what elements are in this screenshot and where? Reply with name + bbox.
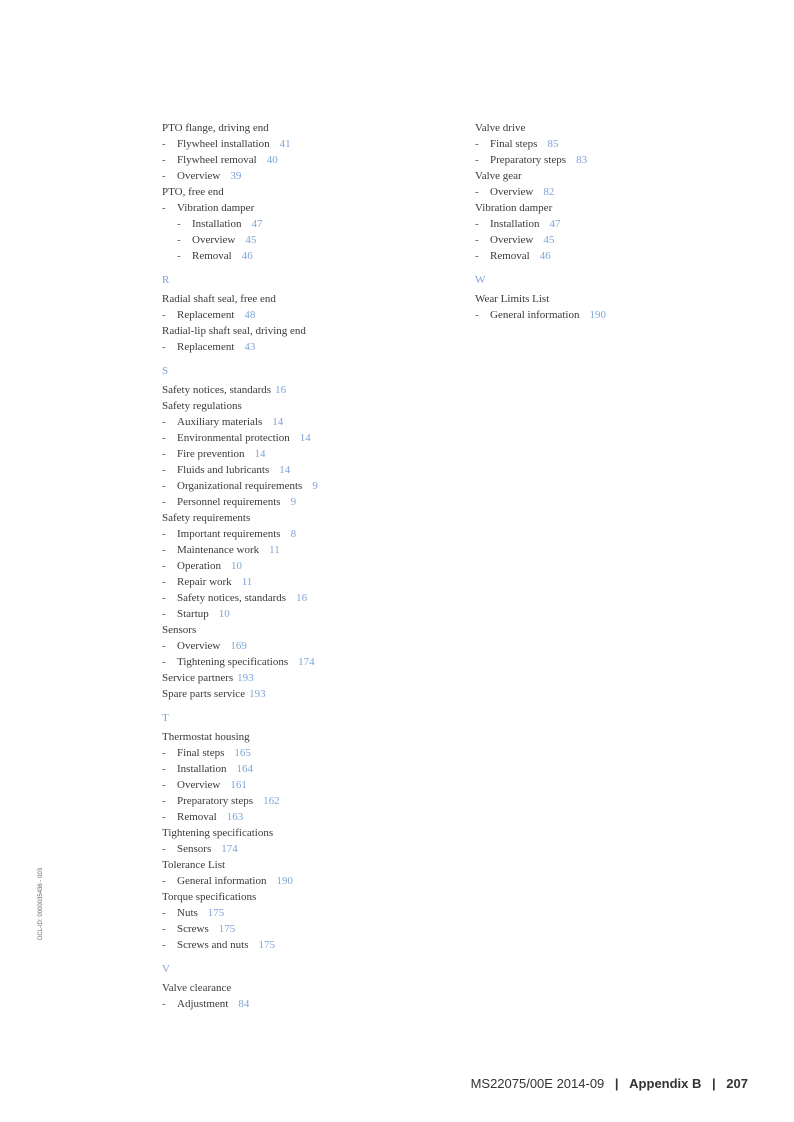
index-entry [475, 120, 735, 136]
index-entry [162, 152, 462, 168]
entry-page-link[interactable]: 14 [279, 464, 291, 476]
entry-text: Preparatory steps [490, 154, 567, 166]
entry-text: Overview [177, 170, 221, 182]
entry-page-link[interactable]: 190 [276, 875, 293, 887]
entry-dash: - [162, 560, 166, 572]
entry-text: Personnel requirements [177, 496, 281, 508]
entry-page-link[interactable]: 164 [236, 763, 253, 775]
index-entry [162, 446, 462, 462]
index-group [162, 961, 462, 1012]
index-group [162, 363, 462, 702]
entry-text: Spare parts service [162, 688, 246, 700]
index-entry [162, 686, 462, 702]
entry-text: Replacement [177, 309, 235, 321]
index-entry [475, 168, 735, 184]
entry-page-link[interactable]: 175 [207, 907, 225, 919]
index-entry [162, 980, 462, 996]
entry-dash: - [162, 448, 166, 460]
entry-text: Fire prevention [177, 448, 245, 460]
entry-text: Vibration damper [177, 202, 255, 214]
entry-dash: - [162, 544, 166, 556]
entry-dash: - [162, 432, 166, 444]
index-entry [162, 382, 462, 398]
entry-page-link[interactable]: 10 [218, 608, 230, 620]
index-entry [162, 184, 462, 200]
entry-dash: - [475, 309, 479, 321]
index-entry [162, 857, 462, 873]
footer-separator: | [712, 1076, 716, 1091]
entry-text: Overview [177, 640, 221, 652]
entry-text: Environmental protection [177, 432, 290, 444]
entry-page-link[interactable]: 9 [290, 496, 297, 508]
index-entry [162, 809, 462, 825]
entry-dash: - [162, 795, 166, 807]
entry-text: Safety notices, standards [177, 592, 287, 604]
index-entry [162, 478, 462, 494]
entry-dash: - [162, 416, 166, 428]
entry-dash: - [475, 250, 479, 262]
index-group [162, 272, 462, 355]
entry-dash: - [162, 747, 166, 759]
index-entry [162, 729, 462, 745]
index-entry [162, 606, 462, 622]
entry-dash: - [162, 998, 166, 1010]
index-column-left [162, 120, 462, 1012]
index-letter-heading: T [162, 712, 169, 724]
entry-dash: - [162, 907, 166, 919]
index-entry [475, 152, 735, 168]
entry-dash: - [177, 250, 181, 262]
entry-text: Tightening specifications [177, 656, 289, 668]
index-letter-heading: R [162, 274, 170, 286]
entry-text: Fluids and lubricants [177, 464, 270, 476]
entry-page-link[interactable]: 41 [279, 138, 291, 150]
index-entry [162, 232, 462, 248]
entry-text: Installation [490, 218, 540, 230]
index-entry [475, 232, 735, 248]
index-entry [162, 526, 462, 542]
index-entry [475, 216, 735, 232]
entry-text: Removal [177, 811, 217, 823]
entry-text: PTO, free end [162, 186, 224, 198]
footer-separator: | [614, 1076, 619, 1091]
entry-dash: - [162, 608, 166, 620]
entry-dash: - [162, 170, 166, 182]
index-entry [162, 120, 462, 136]
entry-text: Screws [177, 923, 209, 935]
index-entry [162, 745, 462, 761]
entry-text: Tightening specifications [162, 827, 274, 839]
entry-text: Overview [490, 234, 534, 246]
index-group [162, 120, 462, 264]
index-entry [475, 136, 735, 152]
entry-page-link[interactable]: 14 [272, 416, 284, 428]
entry-dash: - [162, 202, 166, 214]
entry-text: Overview [177, 779, 221, 791]
entry-text: Radial shaft seal, free end [162, 293, 276, 305]
entry-text: Removal [490, 250, 530, 262]
entry-text: Overview [490, 186, 534, 198]
entry-page-link[interactable]: 175 [218, 923, 236, 935]
entry-dash: - [162, 811, 166, 823]
entry-dash: - [475, 186, 479, 198]
entry-text: Replacement [177, 341, 235, 353]
entry-page-link[interactable]: 8 [290, 528, 297, 540]
entry-dash: - [162, 875, 166, 887]
page-footer [471, 1076, 748, 1091]
entry-dash: - [162, 779, 166, 791]
index-entry [162, 542, 462, 558]
index-entry [162, 398, 462, 414]
entry-dash: - [162, 154, 166, 166]
index-entry [475, 307, 735, 323]
entry-text: Installation [177, 763, 227, 775]
entry-dash: - [162, 640, 166, 652]
entry-text: Tolerance List [162, 859, 226, 871]
index-entry [162, 590, 462, 606]
entry-text: Flywheel installation [177, 138, 270, 150]
entry-page-link[interactable]: 83 [576, 154, 588, 166]
entry-dash: - [162, 496, 166, 508]
index-entry [162, 761, 462, 777]
entry-page-link[interactable]: 39 [230, 170, 242, 182]
index-letter-heading: V [162, 963, 170, 975]
entry-dash: - [162, 341, 166, 353]
index-group [162, 710, 462, 953]
entry-page-link[interactable]: 14 [254, 448, 266, 460]
entry-page-link[interactable]: 43 [244, 341, 256, 353]
index-entry [162, 291, 462, 307]
entry-dash: - [162, 939, 166, 951]
entry-text: Auxiliary materials [177, 416, 263, 428]
entry-text: Nuts [177, 907, 198, 919]
index-entry [162, 216, 462, 232]
entry-page-link[interactable]: 85 [547, 138, 559, 150]
entry-text: Maintenance work [177, 544, 260, 556]
footer-section: Appendix B [629, 1076, 702, 1091]
entry-page-link[interactable]: 169 [230, 640, 247, 652]
index-entry [162, 510, 462, 526]
index-entry [475, 291, 735, 307]
entry-text: Sensors [177, 843, 212, 855]
entry-text: Thermostat housing [162, 731, 250, 743]
index-letter-heading: S [162, 365, 169, 377]
entry-page-link[interactable]: 165 [234, 747, 251, 759]
entry-text: General information [490, 309, 580, 321]
index-entry [162, 414, 462, 430]
index-entry [162, 873, 462, 889]
entry-text: Installation [192, 218, 242, 230]
entry-page-link[interactable]: 45 [245, 234, 257, 246]
entry-text: Screws and nuts [177, 939, 249, 951]
entry-page-link[interactable]: 175 [258, 939, 275, 951]
entry-page-link[interactable]: 40 [266, 154, 278, 166]
index-entry [162, 996, 462, 1012]
entry-dash: - [475, 138, 479, 150]
entry-text: Removal [192, 250, 232, 262]
entry-dash: - [162, 528, 166, 540]
entry-page-link[interactable]: 47 [251, 218, 263, 230]
entry-page-link[interactable]: 162 [263, 795, 280, 807]
entry-text: Valve clearance [162, 982, 232, 994]
entry-text: Startup [177, 608, 209, 620]
entry-page-link[interactable]: 47 [549, 218, 561, 230]
entry-dash: - [475, 154, 479, 166]
entry-dash: - [177, 234, 181, 246]
index-entry [475, 184, 735, 200]
entry-text: PTO flange, driving end [162, 122, 269, 134]
footer-page-number: 207 [726, 1076, 748, 1091]
index-entry [162, 462, 462, 478]
index-entry [162, 905, 462, 921]
entry-text: Organizational requirements [177, 480, 303, 492]
index-entry [162, 307, 462, 323]
entry-text: Service partners [162, 672, 234, 684]
index-entry [162, 777, 462, 793]
entry-text: Final steps [177, 747, 225, 759]
entry-text: Repair work [177, 576, 232, 588]
entry-text: Flywheel removal [177, 154, 257, 166]
entry-dash: - [162, 576, 166, 588]
entry-page-link[interactable]: 45 [543, 234, 555, 246]
index-entry [162, 200, 462, 216]
entry-dash: - [162, 138, 166, 150]
index-entry [162, 168, 462, 184]
entry-text: Operation [177, 560, 221, 572]
index-entry [162, 574, 462, 590]
entry-page-link[interactable]: 161 [230, 779, 247, 791]
entry-text: Sensors [162, 624, 197, 636]
entry-page-link[interactable]: 82 [543, 186, 555, 198]
entry-text: Overview [192, 234, 236, 246]
entry-text: Torque specifications [162, 891, 257, 903]
index-entry [475, 248, 735, 264]
index-entry [162, 841, 462, 857]
entry-dash: - [162, 763, 166, 775]
index-group [475, 120, 735, 264]
index-entry [162, 622, 462, 638]
entry-page-link[interactable]: 16 [275, 384, 287, 396]
footer-doc-number: MS22075/00E 2014-09 [470, 1076, 605, 1091]
index-entry [162, 670, 462, 686]
entry-text: Important requirements [177, 528, 281, 540]
index-entry [162, 937, 462, 953]
entry-page-link[interactable]: 10 [230, 560, 242, 572]
entry-dash: - [162, 309, 166, 321]
entry-page-link[interactable]: 46 [241, 250, 253, 262]
index-entry [162, 248, 462, 264]
entry-text: Vibration damper [475, 202, 553, 214]
entry-text: Radial-lip shaft seal, driving end [162, 325, 306, 337]
entry-page-link[interactable]: 46 [539, 250, 551, 262]
entry-page-link[interactable]: 16 [296, 592, 308, 604]
entry-page-link[interactable]: 11 [241, 576, 253, 588]
index-entry [162, 638, 462, 654]
index-entry [162, 825, 462, 841]
entry-page-link[interactable]: 84 [238, 998, 250, 1010]
index-entry [162, 921, 462, 937]
entry-dash: - [162, 464, 166, 476]
entry-page-link[interactable]: 163 [226, 811, 244, 823]
entry-page-link[interactable]: 193 [237, 672, 254, 684]
entry-text: Final steps [490, 138, 538, 150]
entry-dash: - [162, 923, 166, 935]
index-letter-heading: W [475, 274, 486, 286]
entry-text: Valve drive [475, 122, 526, 134]
entry-page-link[interactable]: 14 [299, 432, 311, 444]
index-entry [162, 793, 462, 809]
entry-text: Valve gear [475, 170, 522, 182]
entry-text: Adjustment [177, 998, 229, 1010]
entry-page-link[interactable]: 190 [589, 309, 606, 321]
entry-dash: - [177, 218, 181, 230]
entry-page-link[interactable]: 174 [298, 656, 315, 668]
index-entry [162, 339, 462, 355]
entry-text: Safety notices, standards [162, 384, 272, 396]
index-entry [162, 430, 462, 446]
index-group [475, 272, 735, 323]
entry-dash: - [162, 656, 166, 668]
index-entry [162, 323, 462, 339]
entry-page-link[interactable]: 11 [269, 544, 280, 556]
index-entry [162, 889, 462, 905]
entry-text: Preparatory steps [177, 795, 254, 807]
entry-text: Safety regulations [162, 400, 242, 412]
entry-text: Wear Limits List [475, 293, 550, 305]
entry-text: Safety requirements [162, 512, 251, 524]
entry-dash: - [162, 592, 166, 604]
index-entry [162, 136, 462, 152]
index-entry [475, 200, 735, 216]
entry-page-link[interactable]: 48 [244, 309, 256, 321]
index-entry [162, 654, 462, 670]
entry-page-link[interactable]: 9 [312, 480, 318, 492]
entry-page-link[interactable]: 193 [249, 688, 266, 700]
entry-dash: - [162, 843, 166, 855]
index-entry [162, 558, 462, 574]
entry-dash: - [162, 480, 166, 492]
entry-dash: - [475, 218, 479, 230]
entry-page-link[interactable]: 174 [221, 843, 238, 855]
index-entry [162, 494, 462, 510]
index-column-right [475, 120, 735, 323]
entry-dash: - [475, 234, 479, 246]
entry-text: General information [177, 875, 267, 887]
document-id: DCL-ID: 0000035436 - 003 [38, 867, 44, 940]
